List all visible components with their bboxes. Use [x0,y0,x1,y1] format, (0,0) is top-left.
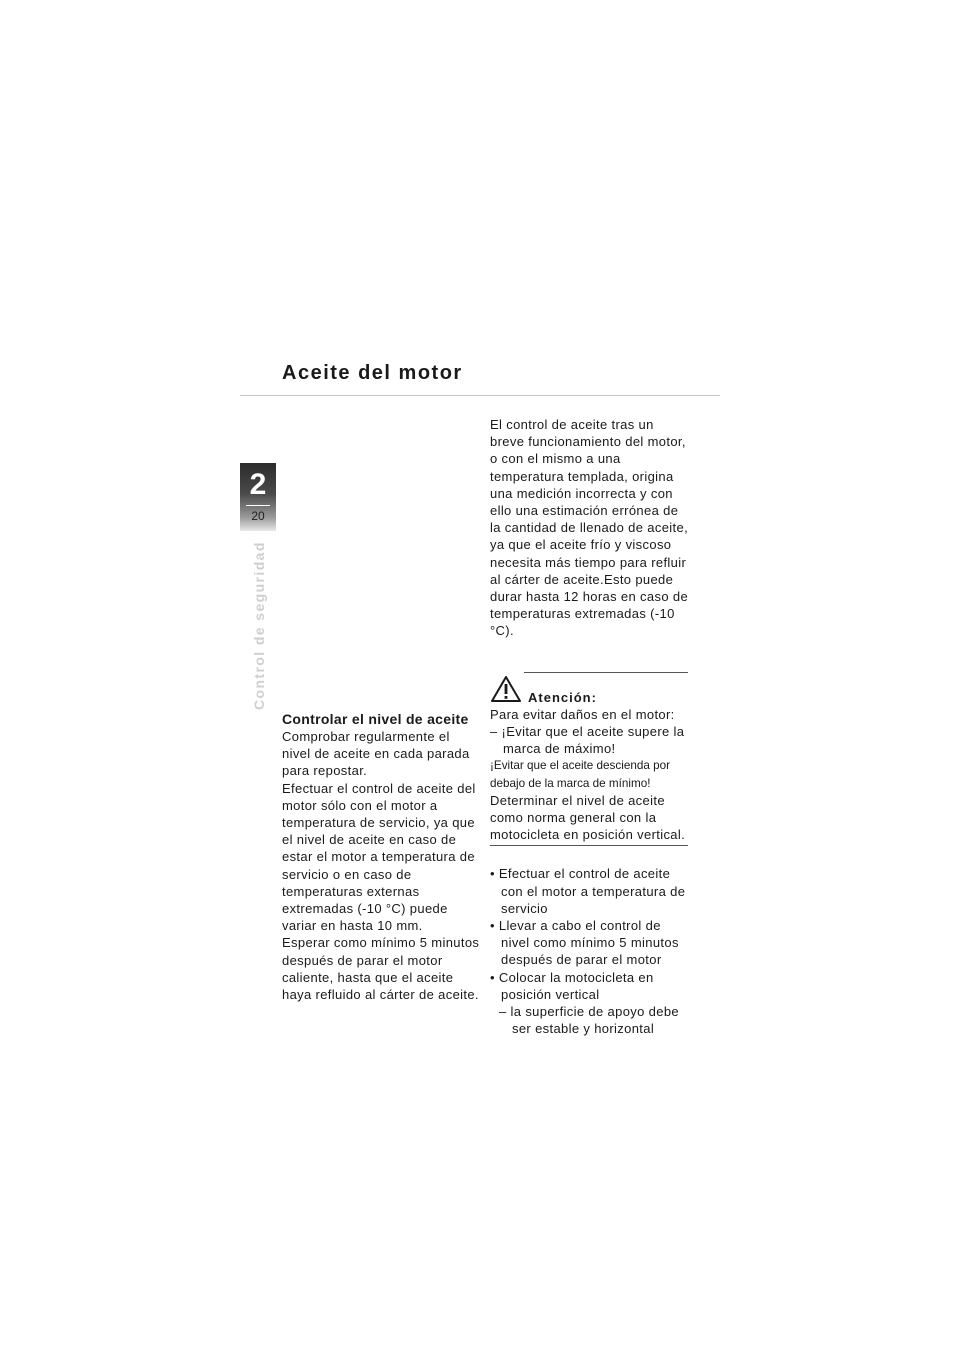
list-item: • Llevar a cabo el control de nivel como mínimo 5 minutos después de parar el motor [490,918,679,968]
chapter-number: 2 [249,468,267,501]
intro-paragraph: El control de aceite tras un breve funcionamiento del motor, o con el mismo a una temperatura templada, origina una medición incorrecta y con ello una estimación errónea de la cantidad de llenado de aceite, ya que el aceite frío y viscoso necesita más tiempo para refluir al cárter de aceite.Esto puede durar hasta 12 horas en caso de temperaturas extremadas (-10 °C). [490,417,689,639]
attention-box [490,660,690,847]
attention-bottom-rule [490,845,688,846]
instruction-list [490,865,690,1037]
paragraph: Comprobar regularmente el nivel de aceite en cada parada para repostar. [282,729,470,779]
attention-note: Determinar el nivel de aceite como norma general con la motocicleta en posición vertical. [490,792,686,843]
attention-title: Atención: [528,689,597,705]
chapter-divider [246,505,270,506]
attention-lead: Para evitar daños en el motor: [490,706,675,722]
attention-top-rule [524,672,688,673]
paragraph: Esperar como mínimo 5 minutos después de parar el motor caliente, hasta que el aceite haya refluido al cárter de aceite. [282,935,480,1003]
warning-triangle-icon [490,675,522,703]
attention-small-note: ¡Evitar que el aceite descienda por debajo de la marca de mínimo! [490,759,670,790]
section-side-label: Control de seguridad [251,541,267,710]
page-number: 20 [251,509,265,523]
paragraph: Efectuar el control de aceite del motor sólo con el motor a temperatura de servicio, ya que el nivel de aceite en caso de estar el motor a temperatura de servicio o en caso de temperaturas externas extremadas (-10 °C) puede variar en hasta 10 mm. [282,780,476,934]
section-heading: Controlar el nivel de aceite [282,711,469,727]
right-column [490,416,690,1038]
attention-item: – ¡Evitar que el aceite supere la marca de máximo! [490,724,685,757]
list-item: • Efectuar el control de aceite con el motor a temperatura de servicio [490,866,686,916]
page-title: Aceite del motor [282,362,463,384]
left-column [282,710,482,1003]
chapter-tab [240,463,276,531]
title-divider [240,395,720,396]
list-item: • Colocar la motocicleta en posición vertical [490,969,654,1002]
sub-list-item: – la superficie de apoyo debe ser estable y horizontal [499,1004,679,1037]
